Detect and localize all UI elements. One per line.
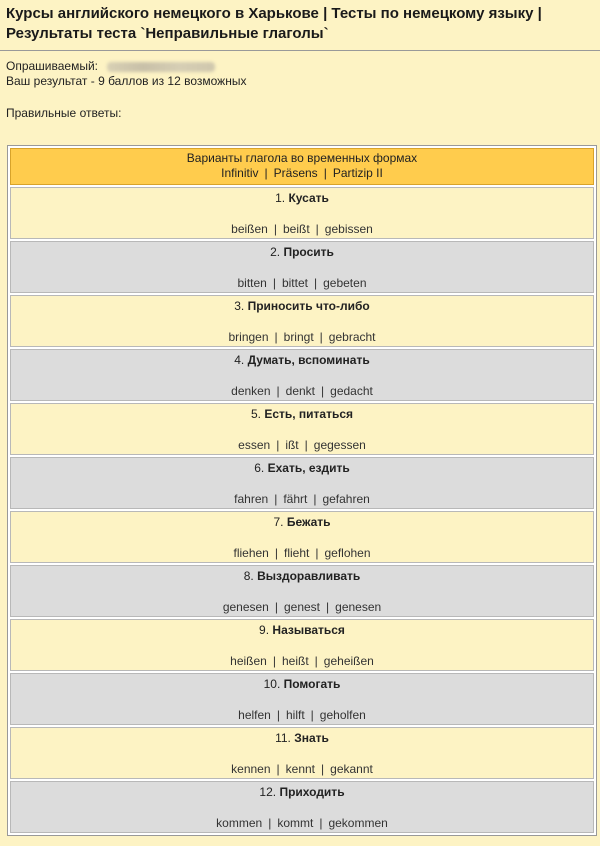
form-prasens: fährt (283, 492, 308, 506)
form-infinitiv: bringen (228, 330, 269, 344)
answers-table-header (10, 148, 594, 185)
table-row (10, 295, 594, 347)
verb-translation: Кусать (288, 191, 329, 205)
verb-title (11, 299, 593, 314)
verb-forms: fahren | fährt | gefahren (234, 492, 370, 506)
form-infinitiv: kommen (216, 816, 263, 830)
table-row (10, 727, 594, 779)
form-prasens: genest (283, 600, 321, 614)
verb-number: 7. (273, 515, 284, 529)
form-prasens: flieht (283, 546, 310, 560)
table-row (10, 781, 594, 833)
verb-title (11, 515, 593, 530)
form-partizip: geflohen (324, 546, 371, 560)
form-partizip: gebissen (324, 222, 373, 236)
score-text: Ваш результат - 9 баллов из 12 возможных (6, 74, 247, 88)
verb-title (11, 245, 593, 260)
verb-forms: essen | ißt | gegessen (238, 438, 366, 452)
respondent-line (6, 59, 594, 74)
form-partizip: gebracht (328, 330, 376, 344)
verb-translation: Приходить (279, 785, 345, 799)
form-partizip: gedacht (330, 384, 373, 398)
form-partizip: geholfen (319, 708, 366, 722)
verb-title (11, 353, 593, 368)
verb-forms: fliehen | flieht | geflohen (233, 546, 371, 560)
verb-title (11, 623, 593, 638)
column-partizip: Partizip II (332, 166, 383, 180)
table-row (10, 403, 594, 455)
form-prasens: hilft (285, 708, 305, 722)
form-partizip: gegessen (313, 438, 366, 452)
verb-number: 11. (275, 731, 291, 745)
verb-number: 6. (254, 461, 265, 475)
form-infinitiv: beißen (231, 222, 268, 236)
form-infinitiv: fahren (234, 492, 269, 506)
verb-title (11, 785, 593, 800)
verb-forms: bringen | bringt | gebracht (228, 330, 376, 344)
verb-number: 12. (259, 785, 277, 799)
form-partizip: genesen (335, 600, 382, 614)
answers-table-heading: Варианты глагола во временных формах (186, 151, 418, 165)
verb-forms: kommen | kommt | gekommen (216, 816, 388, 830)
table-row (10, 187, 594, 239)
form-infinitiv: helfen (238, 708, 271, 722)
form-infinitiv: kennen (231, 762, 271, 776)
verb-number: 5. (250, 407, 261, 421)
verb-title (11, 569, 593, 584)
answers-table-columns: Infinitiv | Präsens | Partizip II (221, 166, 383, 180)
table-row (10, 457, 594, 509)
form-infinitiv: genesen (222, 600, 269, 614)
verb-translation: Ехать, ездить (267, 461, 350, 475)
table-row (10, 619, 594, 671)
form-infinitiv: heißen (230, 654, 267, 668)
form-prasens: bringt (283, 330, 314, 344)
table-row (10, 565, 594, 617)
verb-forms: beißen | beißt | gebissen (231, 222, 373, 236)
verb-translation: Есть, питаться (264, 407, 354, 421)
form-prasens: ißt (285, 438, 299, 452)
verb-translation: Приносить что-либо (247, 299, 370, 313)
verb-title (11, 461, 593, 476)
table-row (10, 511, 594, 563)
column-infinitiv: Infinitiv (221, 166, 259, 180)
form-prasens: heißt (281, 654, 309, 668)
table-row (10, 241, 594, 293)
verb-translation: Выздоравливать (257, 569, 361, 583)
form-prasens: kommt (277, 816, 314, 830)
verb-forms: helfen | hilft | geholfen (238, 708, 366, 722)
column-prasens: Präsens (273, 166, 318, 180)
verb-forms: heißen | heißt | geheißen (230, 654, 374, 668)
form-partizip: gebeten (323, 276, 367, 290)
form-partizip: geheißen (323, 654, 374, 668)
form-partizip: gekommen (328, 816, 388, 830)
table-row (10, 349, 594, 401)
verb-number: 2. (270, 245, 281, 259)
verb-forms: denken | denkt | gedacht (231, 384, 373, 398)
form-infinitiv: denken (231, 384, 271, 398)
verb-translation: Помогать (283, 677, 341, 691)
verb-number: 8. (243, 569, 254, 583)
verb-number: 4. (234, 353, 245, 367)
answers-table (7, 145, 597, 836)
form-infinitiv: bitten (237, 276, 267, 290)
verb-translation: Бежать (286, 515, 331, 529)
verb-title (11, 407, 593, 422)
correct-answers-label: Правильные ответы: (6, 106, 122, 120)
page-title-line-2: Результаты теста `Неправильные глаголы` (6, 25, 329, 42)
table-row (10, 673, 594, 725)
form-partizip: gekannt (330, 762, 373, 776)
form-prasens: beißt (282, 222, 310, 236)
verb-number: 1. (275, 191, 286, 205)
verb-number: 9. (259, 623, 270, 637)
verb-number: 3. (234, 299, 245, 313)
verb-forms: kennen | kennt | gekannt (231, 762, 373, 776)
result-info (0, 51, 600, 121)
verb-title (11, 677, 593, 692)
verb-translation: Называться (272, 623, 345, 637)
verb-translation: Просить (283, 245, 334, 259)
form-infinitiv: essen (238, 438, 271, 452)
verb-translation: Думать, вспоминать (247, 353, 370, 367)
respondent-name-blurred (107, 62, 215, 72)
form-prasens: bittet (281, 276, 308, 290)
verb-title (11, 191, 593, 206)
page-header (0, 0, 600, 51)
page-title-line-1: Курсы английского немецкого в Харькове | Тесты по немецкому языку | (6, 5, 542, 22)
respondent-label: Опрашиваемый: (6, 59, 99, 73)
verb-forms: genesen | genest | genesen (222, 600, 382, 614)
form-partizip: gefahren (322, 492, 370, 506)
form-prasens: kennt (285, 762, 316, 776)
verb-translation: Знать (294, 731, 329, 745)
answers-rows (8, 187, 596, 833)
form-prasens: denkt (285, 384, 316, 398)
verb-forms: bitten | bittet | gebeten (237, 276, 367, 290)
verb-number: 10. (263, 677, 281, 691)
verb-title (11, 731, 593, 746)
form-infinitiv: fliehen (233, 546, 269, 560)
